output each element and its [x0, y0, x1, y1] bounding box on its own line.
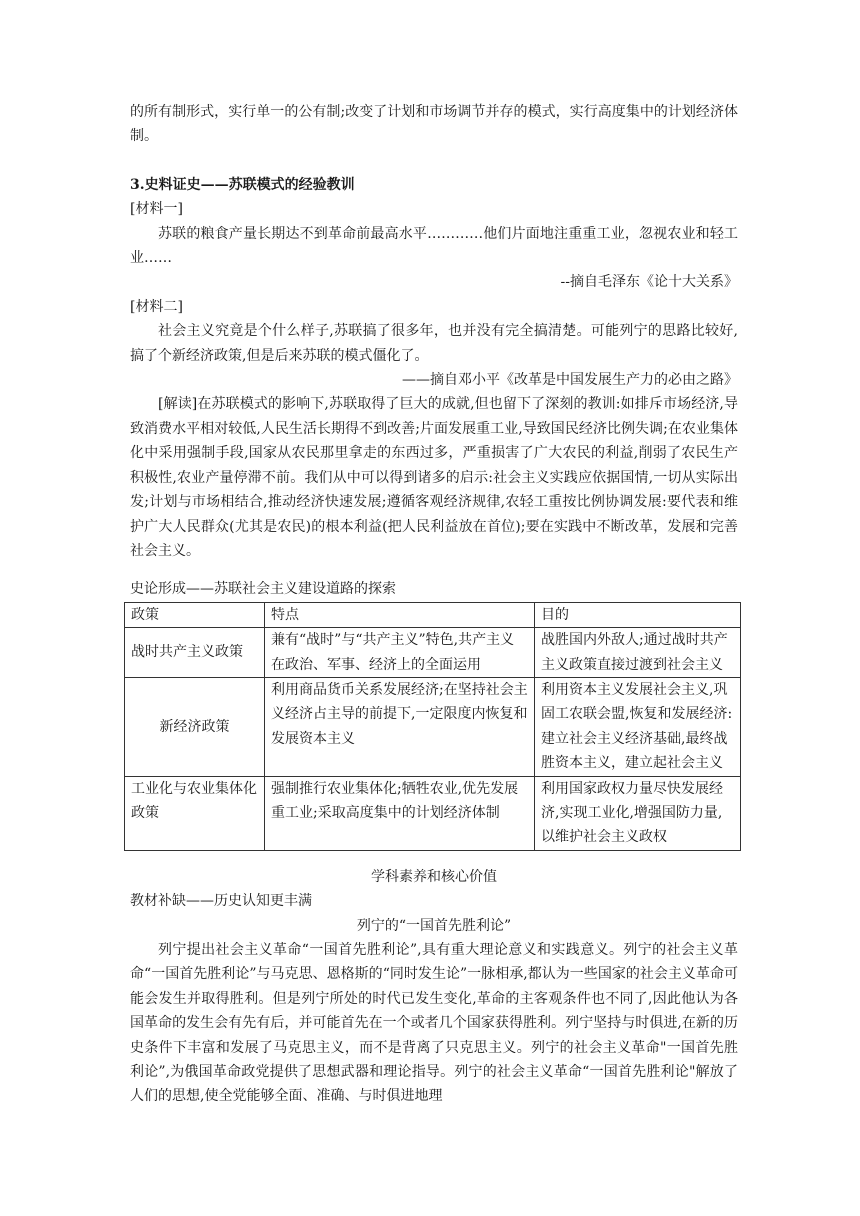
table-cell-feature: 强制推行农业集体化;牺牲农业,优先发展重工业;采取高度集中的计划经济体制: [265, 776, 535, 850]
table-header-cell: 目的: [535, 602, 741, 627]
article-paragraph: 列宁提出社会主义革命“一国首先胜利论”,具有重大理论意义和实践意义。列宁的社会主义革命“一国首先胜利论”与马克思、恩格斯的“同时发生论”一脉相承,都认为一些国家的社会主义革命可能会发生并取得胜利。但是列宁所处的时代已发生变化,革命的主客观条件也不同了,因此他认为各国革命的发生会有先有后，并可能首先在一个或者几个国家获得胜利。列宁坚持与时俱进,在新的历史条件下丰富和发展了马克思主义，而不是背离了只克思主义。列宁的社会主义革命"一国首先胜利论”,为俄国革命政党提供了思想武器和理论指导。列宁的社会主义革命“一国首先胜利论"解放了人们的思想,使全党能够全面、准确、与时俱进地理: [130, 942, 738, 1105]
intro-paragraph: 的所有制形式，实行单一的公有制;改变了计划和市场调节并存的模式，实行高度集中的计划经济体制。: [130, 104, 738, 145]
spacer: [130, 851, 738, 865]
table-heading: 史论形成——苏联社会主义建设道路的探索: [130, 581, 396, 598]
material2-label: [材料二]: [130, 298, 183, 315]
table-header-cell: 政策: [125, 602, 265, 627]
policy-table: [124, 602, 741, 851]
table-row: [125, 677, 741, 776]
document-page: [130, 100, 738, 1109]
material1-source: --摘自毛泽东《论十大关系》: [560, 274, 738, 291]
table-cell-feature: 利用商品货币关系发展经济;在坚持社会主义经济占主导的前提下,一定限度内恢复和发展资本主义: [265, 677, 535, 776]
table-header-row: [125, 602, 741, 627]
interpretation-paragraph: [解读]在苏联模式的影响下,苏联取得了巨大的成就,但也留下了深刻的教训:如排斥市场经济,导致消费水平相对较低,人民生活长期得不到改善;片面发展重工业,导致国民经济比例失调;在农业集体化中采用强制手段,国家从农民那里拿走的东西过多，严重损害了广大农民的利益,削弱了农民生产积极性,农业产量停滞不前。我们从中可以得到诸多的启示:社会主义实践应依据国情,一切从实际出发;计划与市场相结合,推动经济快速发展;遵循客观经济规律,农轻工重按比例协调发展:要代表和维护广大人民群众(尤其是农民)的根本利益(把人民利益放在首位);要在实践中不断改革，发展和完善社会主义。: [130, 396, 738, 559]
table-row: [125, 776, 741, 850]
core-values-heading: 学科素养和核心价值: [371, 868, 497, 885]
table-cell-purpose: 利用国家政权力量尽快发展经济,实现工业化,增强国防力量,以维护社会主义政权: [535, 776, 741, 850]
table-cell-policy: 战时共产主义政策: [125, 628, 265, 678]
material1-label: [材料一]: [130, 201, 183, 218]
spacer: [130, 563, 738, 577]
table-cell-purpose: 战胜国内外敌人;通过战时共产主义政策直接过渡到社会主义: [535, 628, 741, 678]
core-values-subheading: 教材补缺——历史认知更丰满: [130, 893, 312, 910]
table-cell-purpose: 利用资本主义发展社会主义,巩固工农联会盟,恢复和发展经济:建立社会主义经济基础,最终战胜资本主义，建立起社会主义: [535, 677, 741, 776]
section3-heading: 3.史料证史——苏联模式的经验教训: [130, 176, 355, 193]
spacer: [130, 149, 738, 173]
table-cell-policy: 新经济政策: [125, 677, 265, 776]
material2-source: ——摘自邓小平《改革是中国发展生产力的必由之路》: [402, 372, 738, 389]
table-cell-feature: 兼有“战时”与“共产主义”特色,共产主义在政治、军事、经济上的全面运用: [265, 628, 535, 678]
table-header-cell: 特点: [265, 602, 535, 627]
table-row: [125, 628, 741, 678]
material2-text: 社会主义究竟是个什么样子,苏联搞了很多年，也并没有完全搞清楚。可能列宁的思路比较好,搞了个新经济政策,但是后来苏联的模式僵化了。: [130, 323, 738, 364]
article-title: 列宁的“一国首先胜利论”: [356, 917, 512, 934]
table-cell-policy: 工业化与农业集体化政策: [125, 776, 265, 850]
material1-text: 苏联的粮食产量长期达不到革命前最高水平…………他们片面地注重重工业，忽视农业和轻工业……: [130, 225, 738, 267]
